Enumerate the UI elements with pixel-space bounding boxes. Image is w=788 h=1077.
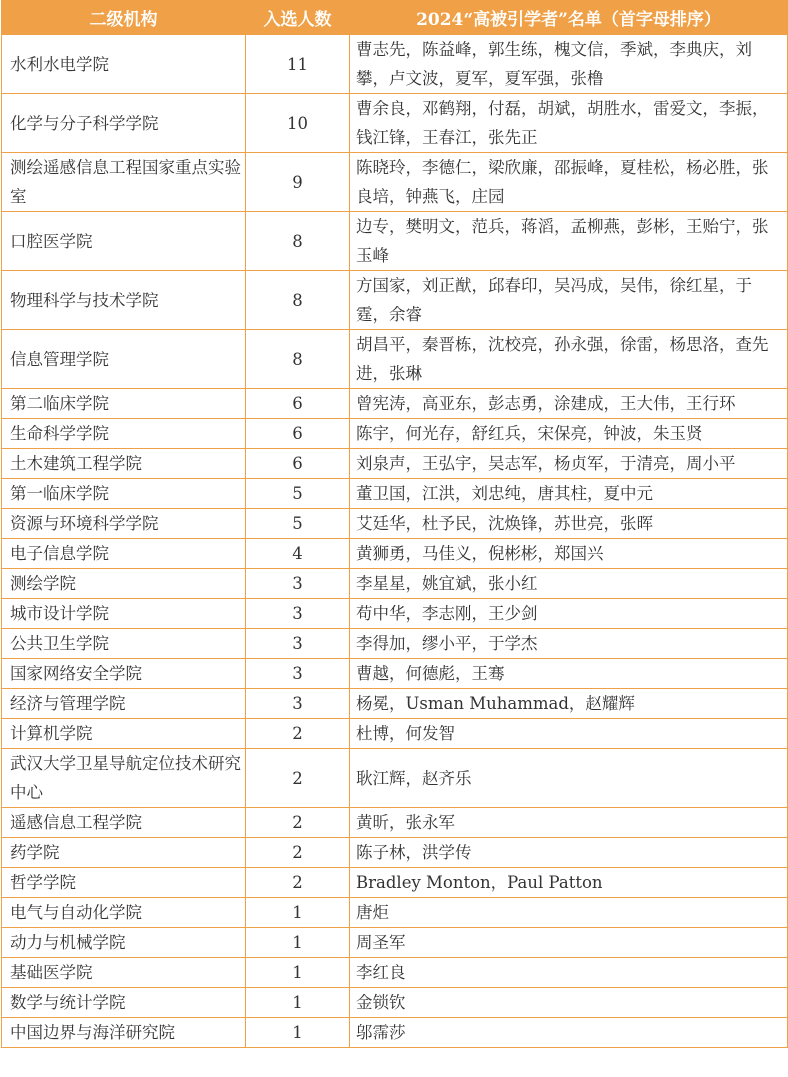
unit-cell: 数学与统计学院 bbox=[2, 988, 246, 1018]
unit-cell: 生命科学学院 bbox=[2, 419, 246, 449]
count-cell: 1 bbox=[246, 1018, 350, 1048]
table-row bbox=[2, 389, 788, 419]
names-cell: 艾廷华，杜予民，沈焕锋，苏世亮，张晖 bbox=[350, 509, 788, 539]
names-cell: 刘泉声，王弘宇，吴志军，杨贞军，于清亮，周小平 bbox=[350, 449, 788, 479]
table-row bbox=[2, 539, 788, 569]
names-cell: 苟中华，李志刚，王少剑 bbox=[350, 599, 788, 629]
names-cell: 黄狮勇，马佳义，倪彬彬，郑国兴 bbox=[350, 539, 788, 569]
names-cell: 曾宪涛，高亚东，彭志勇，涂建成，王大伟，王行环 bbox=[350, 389, 788, 419]
table-body bbox=[2, 35, 788, 1048]
names-cell: 李得加，缪小平，于学杰 bbox=[350, 629, 788, 659]
table-row bbox=[2, 898, 788, 928]
unit-cell: 遥感信息工程学院 bbox=[2, 808, 246, 838]
names-cell: 黄昕，张永军 bbox=[350, 808, 788, 838]
names-cell: 曹越，何德彪，王骞 bbox=[350, 659, 788, 689]
table-row bbox=[2, 629, 788, 659]
count-cell: 8 bbox=[246, 212, 350, 271]
table-row bbox=[2, 153, 788, 212]
unit-cell: 哲学学院 bbox=[2, 868, 246, 898]
count-cell: 5 bbox=[246, 509, 350, 539]
unit-cell: 城市设计学院 bbox=[2, 599, 246, 629]
names-cell: 金锁钦 bbox=[350, 988, 788, 1018]
table-row bbox=[2, 94, 788, 153]
count-cell: 2 bbox=[246, 868, 350, 898]
names-cell: 陈宇，何光存，舒红兵，宋保亮，钟波，朱玉贤 bbox=[350, 419, 788, 449]
unit-cell: 第一临床学院 bbox=[2, 479, 246, 509]
count-cell: 10 bbox=[246, 94, 350, 153]
count-cell: 2 bbox=[246, 719, 350, 749]
count-cell: 3 bbox=[246, 569, 350, 599]
names-cell: 陈子林，洪学传 bbox=[350, 838, 788, 868]
table-row bbox=[2, 928, 788, 958]
names-cell: Bradley Monton，Paul Patton bbox=[350, 868, 788, 898]
unit-cell: 水利水电学院 bbox=[2, 35, 246, 94]
table-row bbox=[2, 330, 788, 389]
unit-cell: 测绘遥感信息工程国家重点实验室 bbox=[2, 153, 246, 212]
table-row bbox=[2, 479, 788, 509]
table-row bbox=[2, 271, 788, 330]
count-cell: 5 bbox=[246, 479, 350, 509]
header-names: 2024“高被引学者”名单（首字母排序） bbox=[350, 1, 788, 35]
unit-cell: 电子信息学院 bbox=[2, 539, 246, 569]
unit-cell: 电气与自动化学院 bbox=[2, 898, 246, 928]
unit-cell: 经济与管理学院 bbox=[2, 689, 246, 719]
header-unit: 二级机构 bbox=[2, 1, 246, 35]
names-cell: 董卫国，江洪，刘忠纯，唐其柱，夏中元 bbox=[350, 479, 788, 509]
count-cell: 9 bbox=[246, 153, 350, 212]
names-cell: 杨冕，Usman Muhammad，赵耀辉 bbox=[350, 689, 788, 719]
unit-cell: 中国边界与海洋研究院 bbox=[2, 1018, 246, 1048]
names-cell: 方国家，刘正猷，邱春印，吴冯成，吴伟，徐红星，于霆，余睿 bbox=[350, 271, 788, 330]
names-cell: 周圣军 bbox=[350, 928, 788, 958]
unit-cell: 国家网络安全学院 bbox=[2, 659, 246, 689]
table-row bbox=[2, 35, 788, 94]
names-cell: 李红良 bbox=[350, 958, 788, 988]
table-row bbox=[2, 958, 788, 988]
table-row bbox=[2, 419, 788, 449]
count-cell: 2 bbox=[246, 808, 350, 838]
table-row bbox=[2, 808, 788, 838]
count-cell: 8 bbox=[246, 271, 350, 330]
unit-cell: 土木建筑工程学院 bbox=[2, 449, 246, 479]
unit-cell: 第二临床学院 bbox=[2, 389, 246, 419]
count-cell: 1 bbox=[246, 898, 350, 928]
table-header bbox=[2, 1, 788, 35]
count-cell: 2 bbox=[246, 838, 350, 868]
unit-cell: 信息管理学院 bbox=[2, 330, 246, 389]
count-cell: 6 bbox=[246, 389, 350, 419]
names-cell: 曹余良，邓鹤翔，付磊，胡斌，胡胜水，雷爱文，李振，钱江锋，王春江，张先正 bbox=[350, 94, 788, 153]
count-cell: 1 bbox=[246, 988, 350, 1018]
count-cell: 4 bbox=[246, 539, 350, 569]
unit-cell: 物理科学与技术学院 bbox=[2, 271, 246, 330]
table-row bbox=[2, 212, 788, 271]
unit-cell: 计算机学院 bbox=[2, 719, 246, 749]
names-cell: 耿江辉，赵齐乐 bbox=[350, 749, 788, 808]
names-cell: 唐炬 bbox=[350, 898, 788, 928]
unit-cell: 口腔医学院 bbox=[2, 212, 246, 271]
table-row bbox=[2, 569, 788, 599]
unit-cell: 资源与环境科学学院 bbox=[2, 509, 246, 539]
table-row bbox=[2, 868, 788, 898]
table-row bbox=[2, 659, 788, 689]
count-cell: 11 bbox=[246, 35, 350, 94]
unit-cell: 动力与机械学院 bbox=[2, 928, 246, 958]
header-count: 入选人数 bbox=[246, 1, 350, 35]
header-row bbox=[2, 1, 788, 35]
unit-cell: 武汉大学卫星导航定位技术研究中心 bbox=[2, 749, 246, 808]
table-row bbox=[2, 599, 788, 629]
table-row bbox=[2, 988, 788, 1018]
count-cell: 3 bbox=[246, 629, 350, 659]
names-cell: 杜博，何发智 bbox=[350, 719, 788, 749]
count-cell: 3 bbox=[246, 599, 350, 629]
table-row bbox=[2, 719, 788, 749]
table-row bbox=[2, 749, 788, 808]
unit-cell: 测绘学院 bbox=[2, 569, 246, 599]
names-cell: 边专，樊明文，范兵，蒋滔，孟柳燕，彭彬，王贻宁，张玉峰 bbox=[350, 212, 788, 271]
names-cell: 胡昌平，秦晋栋，沈校亮，孙永强，徐雷，杨思洛，查先进，张琳 bbox=[350, 330, 788, 389]
highly-cited-table bbox=[1, 0, 788, 1048]
names-cell: 邬霈莎 bbox=[350, 1018, 788, 1048]
table-row bbox=[2, 449, 788, 479]
unit-cell: 基础医学院 bbox=[2, 958, 246, 988]
table-row bbox=[2, 689, 788, 719]
names-cell: 李星星，姚宜斌，张小红 bbox=[350, 569, 788, 599]
table-row bbox=[2, 509, 788, 539]
unit-cell: 化学与分子科学学院 bbox=[2, 94, 246, 153]
names-cell: 陈晓玲，李德仁，梁欣廉，邵振峰，夏桂松，杨必胜，张良培，钟燕飞，庄园 bbox=[350, 153, 788, 212]
table-row bbox=[2, 838, 788, 868]
table-row bbox=[2, 1018, 788, 1048]
count-cell: 8 bbox=[246, 330, 350, 389]
count-cell: 2 bbox=[246, 749, 350, 808]
count-cell: 6 bbox=[246, 449, 350, 479]
names-cell: 曹志先，陈益峰，郭生练，槐文信，季斌，李典庆，刘攀，卢文波，夏军，夏军强，张橹 bbox=[350, 35, 788, 94]
count-cell: 1 bbox=[246, 958, 350, 988]
count-cell: 3 bbox=[246, 659, 350, 689]
count-cell: 3 bbox=[246, 689, 350, 719]
count-cell: 1 bbox=[246, 928, 350, 958]
unit-cell: 公共卫生学院 bbox=[2, 629, 246, 659]
unit-cell: 药学院 bbox=[2, 838, 246, 868]
count-cell: 6 bbox=[246, 419, 350, 449]
